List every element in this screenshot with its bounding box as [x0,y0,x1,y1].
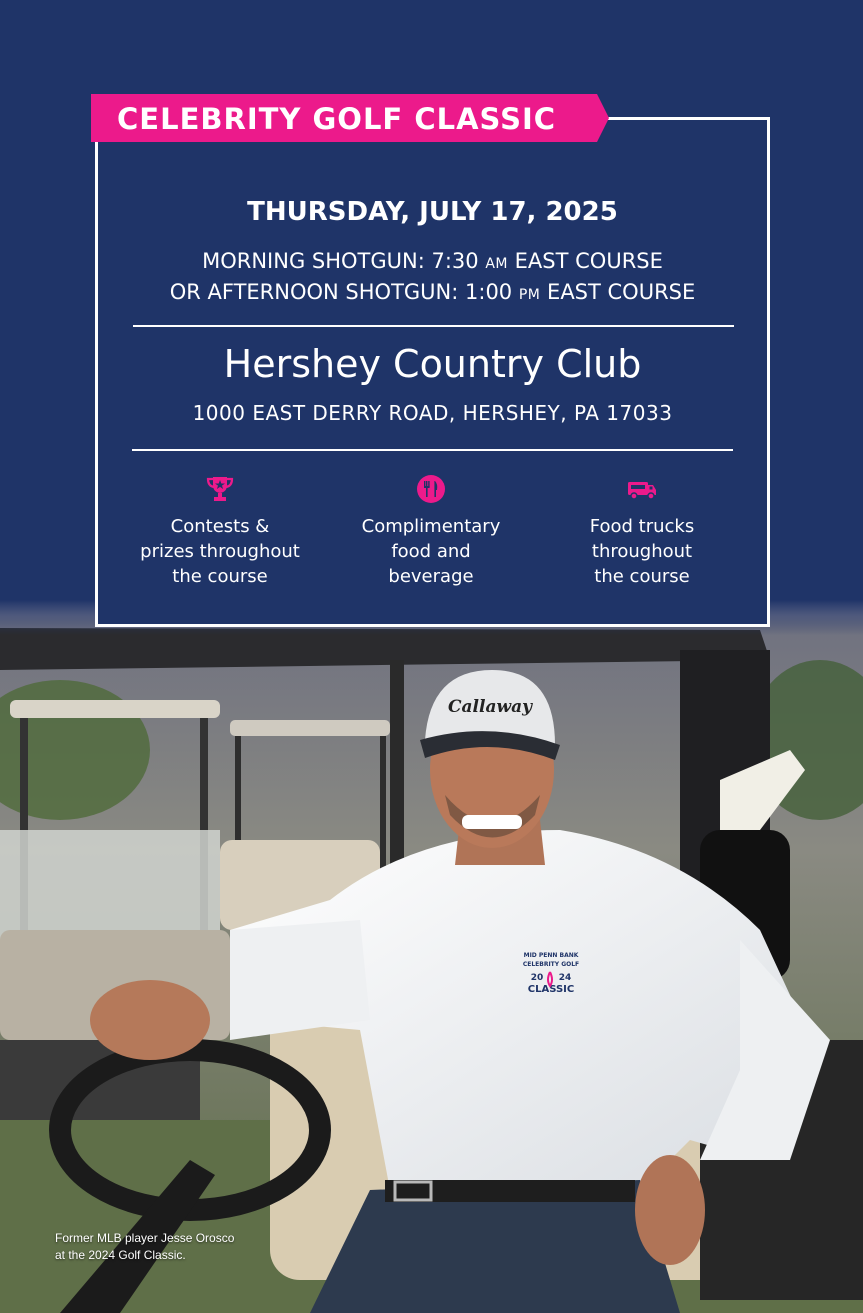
fork-knife-icon [415,474,447,504]
shirt-logo [523,952,579,995]
venue-name: Hershey Country Club [223,342,642,386]
svg-text:MID PENN BANK: MID PENN BANK [523,952,579,959]
venue-address: 1000 EAST DERRY ROAD, HERSHEY, PA 17033 [192,401,673,425]
event-title: CELEBRITY GOLF CLASSIC [117,102,557,136]
svg-text:CLASSIC: CLASSIC [527,984,575,995]
event-photo [0,600,863,1313]
event-date: THURSDAY, JULY 17, 2025 [247,197,618,227]
feature-food-trucks [542,474,742,589]
divider [133,325,734,327]
food-truck-icon [626,474,658,504]
trophy-icon [204,474,236,504]
divider [132,449,733,451]
feature-contests [120,474,320,589]
shotgun-times [95,247,770,309]
event-title-banner [91,94,609,142]
feature-contests-label: Contests & prizes throughout the course [140,516,300,587]
feature-food-beverage-label: Complimentary food and beverage [361,516,501,587]
photo-caption: Former MLB player Jesse Orosco at the 2024 Golf Classic. [55,1231,235,1262]
morning-shotgun-time: MORNING SHOTGUN: 7:30 AM EAST COURSE [202,249,663,273]
feature-food-trucks-label: Food trucks throughout the course [589,516,695,587]
svg-text:CELEBRITY GOLF: CELEBRITY GOLF [522,961,580,968]
feature-food-beverage [331,474,531,589]
svg-text:24: 24 [558,973,572,983]
svg-text:20: 20 [530,973,544,983]
afternoon-shotgun-time: OR AFTERNOON SHOTGUN: 1:00 PM EAST COURSE [169,280,696,304]
